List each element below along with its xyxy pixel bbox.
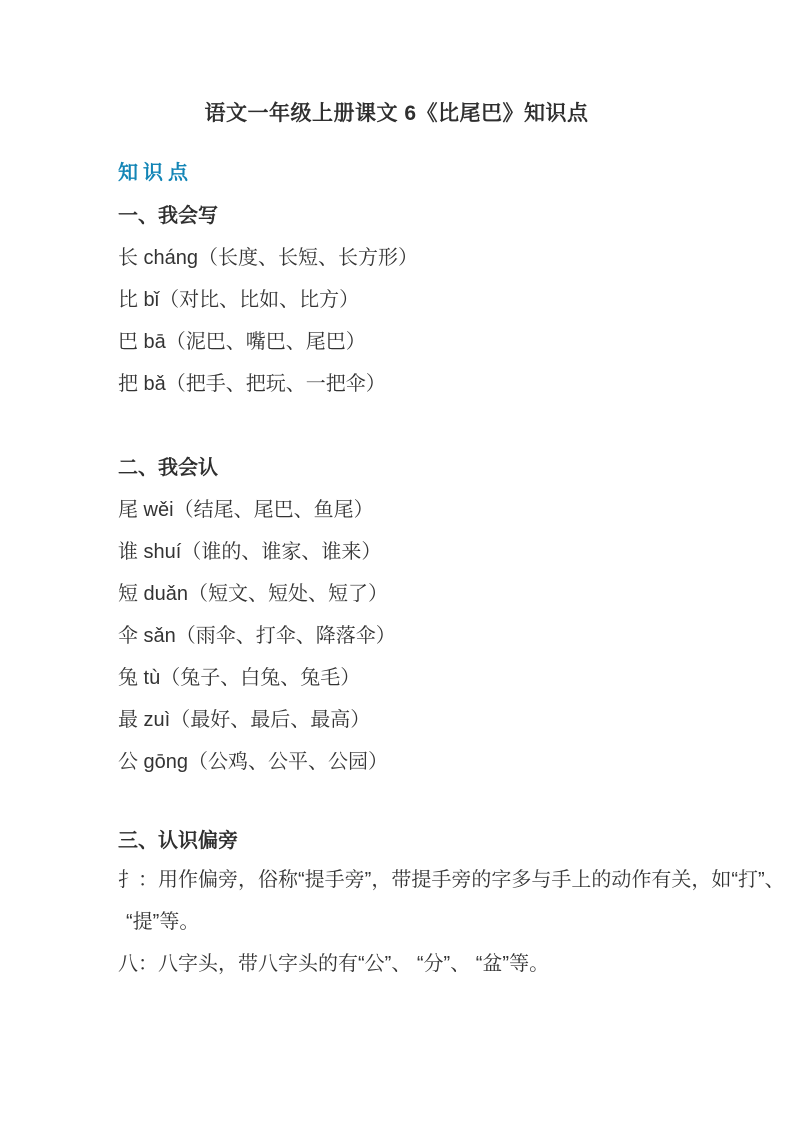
text-line: 伞 sǎn（雨伞、打伞、降落伞） xyxy=(118,625,396,647)
knowledge-point-heading: 知识点 xyxy=(118,162,193,184)
text-line: 八：八字头，带八字头的有“公”、 “分”、 “盆”等。 xyxy=(118,953,550,975)
document-title: 语文一年级上册课文 6《比尾巴》知识点 xyxy=(204,102,589,125)
text-line: 短 duǎn（短文、短处、短了） xyxy=(118,583,389,605)
text-line: 扌：用作偏旁，俗称“提手旁”，带提手旁的字多与手上的动作有关，如“打”、 xyxy=(118,869,785,891)
text-line: 谁 shuí（谁的、谁家、谁来） xyxy=(118,541,382,563)
section-write xyxy=(118,206,683,394)
document-page xyxy=(0,102,793,1122)
text-line: 把 bǎ（把手、把玩、一把伞） xyxy=(118,373,386,395)
text-line: 公 gōng（公鸡、公平、公园） xyxy=(118,751,389,773)
section-heading: 二、我会认 xyxy=(118,457,218,479)
section-heading: 三、认识偏旁 xyxy=(118,830,238,852)
section-recognize xyxy=(118,458,683,772)
section-heading: 一、我会写 xyxy=(118,205,218,227)
text-line: 比 bǐ（对比、比如、比方） xyxy=(118,289,360,311)
text-line: 长 cháng（长度、长短、长方形） xyxy=(118,247,419,269)
document-content xyxy=(0,163,793,974)
text-line: 巴 bā（泥巴、嘴巴、尾巴） xyxy=(118,331,366,353)
text-line: 兔 tù（兔子、白兔、兔毛） xyxy=(118,667,361,689)
text-line: 尾 wěi（结尾、尾巴、鱼尾） xyxy=(118,499,374,521)
section-radicals xyxy=(118,830,785,975)
text-line: 最 zuì（最好、最后、最高） xyxy=(118,709,371,731)
text-line: “提”等。 xyxy=(126,911,200,933)
